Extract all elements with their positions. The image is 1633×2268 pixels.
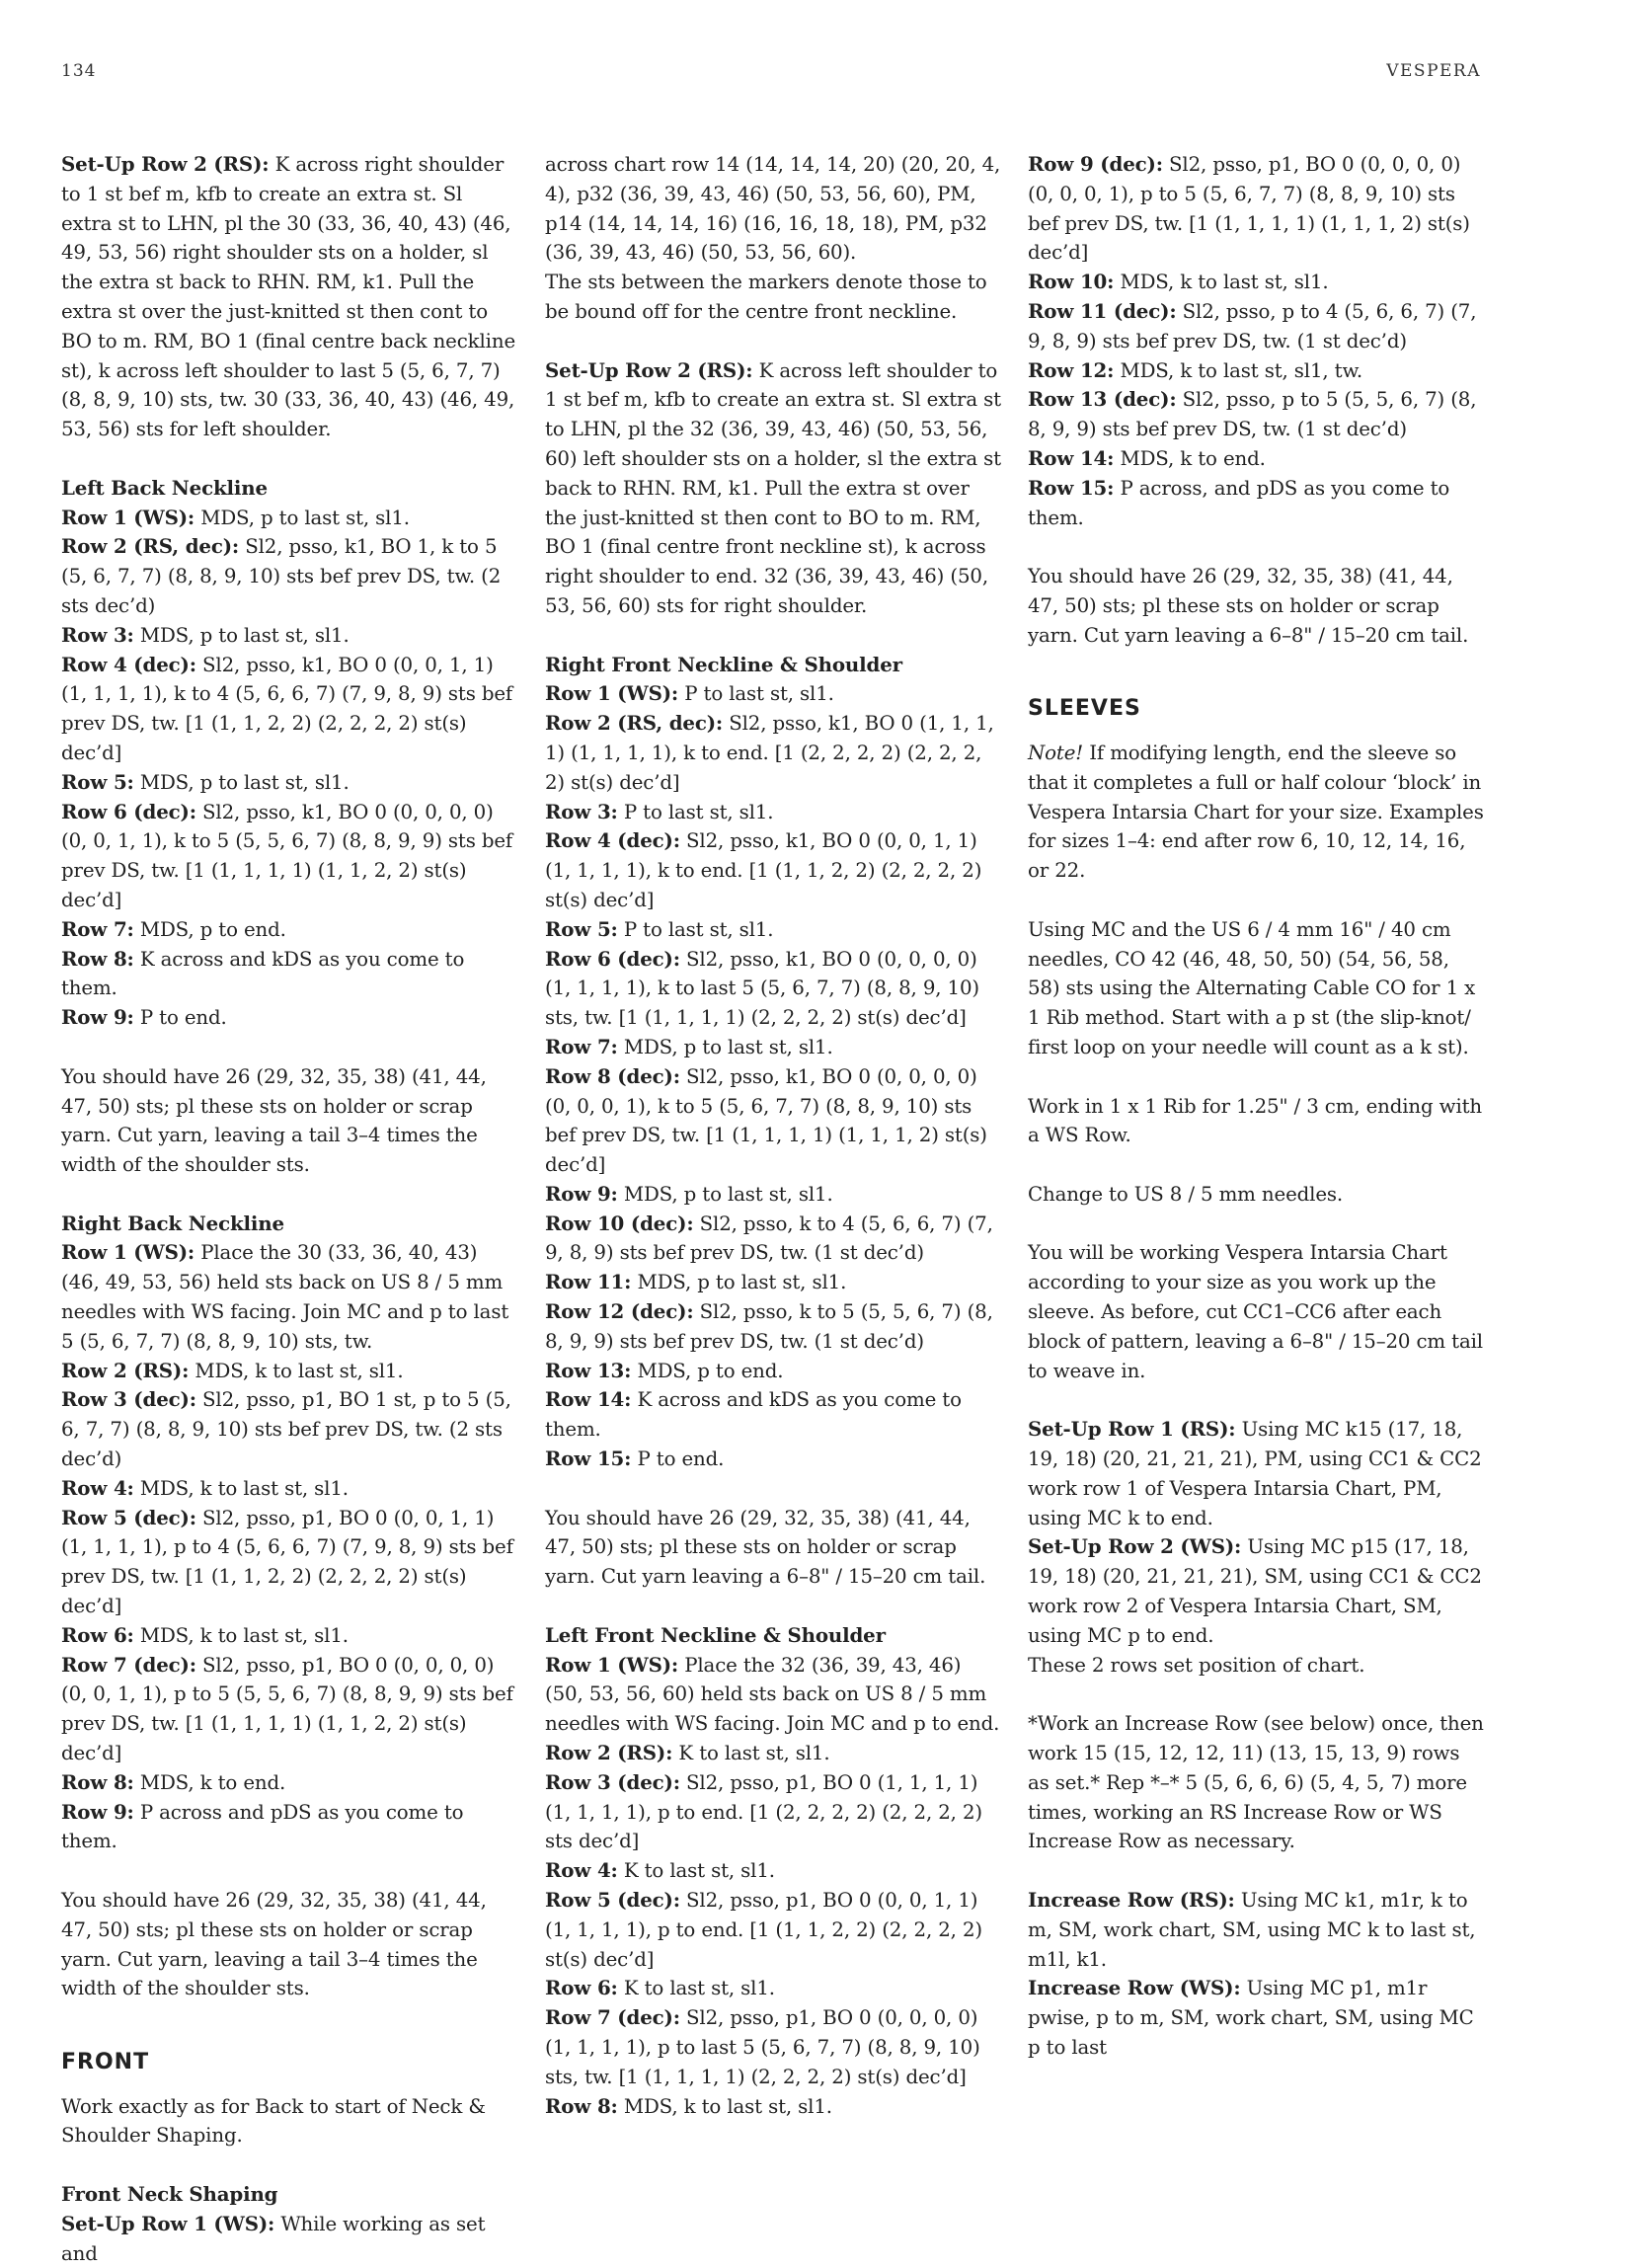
instruction-text: P across, and pDS as you come to them. bbox=[1028, 476, 1450, 529]
row-label: Row 5 (dec): bbox=[61, 1505, 196, 1529]
instruction-text: Sl2, psso, k to 4 (5, 6, 6, 7) (7, 9, 8, 9) sts bef prev DS, tw. (1 st dec’d) bbox=[545, 1212, 993, 1265]
instruction-paragraph bbox=[61, 1357, 517, 1386]
instruction-text: Sl2, psso, p1, BO 0 (1, 1, 1, 1) (1, 1, 1, 1), p to end. [1 (2, 2, 2, 2) (2, 2, 2, 2) sts dec’d] bbox=[545, 1770, 982, 1853]
row-label: Row 12 (dec): bbox=[545, 1299, 694, 1324]
instruction-text: Sl2, psso, p to 4 (5, 6, 6, 7) (7, 9, 8, 9) sts bef prev DS, tw. (1 st dec’d) bbox=[1028, 299, 1477, 352]
paragraph-gap bbox=[545, 621, 1001, 651]
instruction-text: MDS, k to last st, sl1. bbox=[133, 1623, 349, 1647]
instruction-text: P to last st, sl1. bbox=[617, 800, 774, 823]
row-label: Row 1 (WS): bbox=[61, 1240, 195, 1265]
instruction-text: P to end. bbox=[631, 1447, 725, 1471]
instruction-text: MDS, p to last st, sl1. bbox=[617, 1182, 833, 1206]
instruction-paragraph bbox=[1028, 1709, 1484, 1856]
paragraph-gap bbox=[1028, 1062, 1484, 1092]
paragraph-gap bbox=[1028, 1210, 1484, 1239]
instruction-text: Sl2, psso, k1, BO 0 (1, 1, 1, 1) (1, 1, 1, 1), k to end. [1 (2, 2, 2, 2) (2, 2, 2, 2) st(s) dec’d] bbox=[545, 712, 994, 794]
instruction-paragraph bbox=[545, 945, 1001, 1033]
paragraph-gap bbox=[545, 327, 1001, 356]
instruction-text: Sl2, psso, k to 5 (5, 5, 6, 7) (8, 8, 9, 9) sts bef prev DS, tw. (1 st dec’d) bbox=[545, 1300, 993, 1353]
instruction-text: Place the 32 (36, 39, 43, 46) (50, 53, 56, 60) held sts back on US 8 / 5 mm needles with WS facing. Join MC and p to end. bbox=[545, 1653, 1000, 1736]
instruction-paragraph bbox=[545, 1033, 1001, 1062]
row-label: Increase Row (WS): bbox=[1028, 1976, 1241, 2000]
row-label: Row 7 (dec): bbox=[61, 1652, 196, 1677]
instruction-text: You should have 26 (29, 32, 35, 38) (41, 44, 47, 50) sts; pl these sts on holder or scrap yarn. Cut yarn leaving a 6–8" / 15–20 cm tail. bbox=[545, 1506, 986, 1589]
instruction-text: MDS, k to end. bbox=[133, 1770, 286, 1794]
instruction-text: Change to US 8 / 5 mm needles. bbox=[1028, 1182, 1344, 1206]
row-label: Row 8: bbox=[61, 946, 134, 971]
instruction-text: MDS, k to last st, sl1. bbox=[189, 1359, 404, 1382]
instruction-paragraph bbox=[1028, 1092, 1484, 1151]
row-label: Set-Up Row 2 (WS): bbox=[1028, 1534, 1242, 1559]
instruction-text: P to last st, sl1. bbox=[617, 917, 774, 941]
instruction-text: MDS, p to end. bbox=[133, 917, 286, 941]
instruction-text: Sl2, psso, p to 5 (5, 5, 6, 7) (8, 8, 9, 9) sts bef prev DS, tw. (1 st dec’d) bbox=[1028, 388, 1477, 441]
instruction-paragraph bbox=[1028, 444, 1484, 474]
paragraph-gap bbox=[1028, 886, 1484, 915]
instruction-text: K to last st, sl1. bbox=[672, 1742, 830, 1765]
row-label: Row 7: bbox=[61, 916, 134, 941]
instruction-text: While working as set and bbox=[61, 2212, 486, 2265]
instruction-text: K to last st, sl1. bbox=[617, 1977, 775, 2000]
instruction-paragraph bbox=[545, 1856, 1001, 1886]
instruction-paragraph bbox=[1028, 1415, 1484, 1532]
instruction-paragraph bbox=[61, 1504, 517, 1621]
row-label: Row 1 (WS): bbox=[545, 681, 679, 706]
instruction-paragraph bbox=[61, 1003, 517, 1033]
instruction-text: *Work an Increase Row (see below) once, then work 15 (15, 12, 12, 11) (13, 15, 13, 9) rows as set.* Rep *–* 5 (5, 6, 6, 6) (5, 4, 5, 7) more times, working an RS Increase Row or WS Increase Row as necessary. bbox=[1028, 1712, 1484, 1853]
instruction-paragraph bbox=[61, 1651, 517, 1768]
row-label: Row 15: bbox=[1028, 475, 1115, 500]
instruction-text: Using MC k15 (17, 18, 19, 18) (20, 21, 21, 21), PM, using CC1 & CC2 work row 1 of Vespera Intarsia Chart, PM, using MC k to end. bbox=[1028, 1418, 1482, 1529]
row-label: Row 6: bbox=[61, 1622, 134, 1647]
paragraph-gap bbox=[61, 2151, 517, 2180]
row-label: Row 3: bbox=[545, 799, 618, 823]
instruction-paragraph bbox=[61, 1385, 517, 1473]
instruction-text: Sl2, psso, k1, BO 1, k to 5 (5, 6, 7, 7) (8, 8, 9, 10) sts bef prev DS, tw. (2 sts dec’d) bbox=[61, 535, 502, 617]
instruction-paragraph bbox=[545, 1180, 1001, 1210]
section-heading: FRONT bbox=[61, 2050, 150, 2074]
instruction-text: K across and kDS as you come to them. bbox=[545, 1388, 962, 1442]
instruction-paragraph bbox=[61, 1798, 517, 1857]
row-label: Row 14: bbox=[1028, 445, 1115, 470]
paragraph-gap bbox=[61, 444, 517, 474]
row-label: Increase Row (RS): bbox=[1028, 1888, 1235, 1913]
paragraph-gap bbox=[61, 1856, 517, 1886]
instruction-paragraph bbox=[545, 1974, 1001, 2003]
instruction-paragraph bbox=[545, 1651, 1001, 1739]
row-label: Row 11 (dec): bbox=[1028, 298, 1177, 323]
row-label: Row 12: bbox=[1028, 357, 1115, 382]
instruction-text: across chart row 14 (14, 14, 14, 20) (20, 20, 4, 4), p32 (36, 39, 43, 46) (50, 53, 56, 60), PM, p14 (14, 14, 14, 16) (16, 16, 18, 18), PM, p32 (36, 39, 43, 46) (50, 53, 56, 60). bbox=[545, 153, 1001, 265]
instruction-paragraph bbox=[61, 504, 517, 533]
instruction-paragraph bbox=[545, 2092, 1001, 2122]
instruction-paragraph bbox=[61, 2092, 517, 2151]
paragraph-gap bbox=[61, 2003, 517, 2033]
instruction-paragraph bbox=[545, 1445, 1001, 1474]
instruction-text: Sl2, psso, k1, BO 0 (0, 0, 0, 0) (0, 0, 1, 1), k to 5 (5, 5, 6, 7) (8, 8, 9, 9) sts bef prev DS, tw. [1 (1, 1, 1, 1) (1, 1, 2, 2) st(s) dec’d] bbox=[61, 800, 513, 911]
instruction-paragraph bbox=[61, 2210, 517, 2268]
instruction-text: You should have 26 (29, 32, 35, 38) (41, 44, 47, 50) sts; pl these sts on holder or scrap yarn. Cut yarn leaving a 6–8" / 15–20 cm tail. bbox=[1028, 565, 1469, 647]
instruction-paragraph bbox=[545, 1210, 1001, 1269]
instruction-text: Sl2, psso, k1, BO 0 (0, 0, 1, 1) (1, 1, 1, 1), k to 4 (5, 6, 6, 7) (7, 9, 8, 9) sts bef prev DS, tw. [1 (1, 1, 2, 2) (2, 2, 2, 2) st(s) dec’d] bbox=[61, 653, 513, 764]
instruction-paragraph bbox=[1028, 562, 1484, 650]
row-label: Row 10: bbox=[1028, 270, 1115, 294]
instruction-text: Sl2, psso, p1, BO 0 (0, 0, 0, 0) (0, 0, 1, 1), p to 5 (5, 5, 6, 7) (8, 8, 9, 9) sts bef prev DS, tw. [1 (1, 1, 1, 1) (1, 1, 2, 2) st(s) dec’d] bbox=[61, 1653, 513, 1765]
instruction-paragraph bbox=[545, 1062, 1001, 1180]
instruction-paragraph bbox=[545, 679, 1001, 709]
instruction-text: P across and pDS as you come to them. bbox=[61, 1800, 464, 1853]
paragraph-gap bbox=[1028, 651, 1484, 680]
row-label: Row 2 (RS, dec): bbox=[61, 534, 240, 559]
subsection-heading: Left Back Neckline bbox=[61, 475, 268, 500]
text-column-2 bbox=[545, 150, 1001, 2121]
row-label: Row 1 (WS): bbox=[545, 1652, 679, 1677]
instruction-text: Work exactly as for Back to start of Neck & Shoulder Shaping. bbox=[61, 2094, 486, 2148]
instruction-paragraph bbox=[1028, 915, 1484, 1062]
instruction-text: The sts between the markers denote those to be bound off for the centre front neckline. bbox=[545, 271, 987, 323]
instruction-text: MDS, k to last st, sl1. bbox=[133, 1476, 349, 1500]
instruction-paragraph bbox=[545, 1297, 1001, 1357]
running-title: VESPERA bbox=[1386, 61, 1481, 81]
instruction-paragraph bbox=[61, 1238, 517, 1356]
instruction-paragraph bbox=[61, 945, 517, 1004]
instruction-text: Using MC and the US 6 / 4 mm 16" / 40 cm needles, CO 42 (46, 48, 50, 50) (54, 56, 58, 58) sts using the Alternating Cable CO for 1 x 1 Rib method. Start with a p st (the slip-knot/ first loop on your needle will count as a k st). bbox=[1028, 917, 1476, 1058]
row-label: Set-Up Row 1 (WS): bbox=[61, 2211, 275, 2235]
row-label: Set-Up Row 2 (RS): bbox=[545, 357, 753, 382]
paragraph-gap bbox=[1028, 1150, 1484, 1180]
instruction-text: These 2 rows set position of chart. bbox=[1028, 1653, 1365, 1677]
instruction-paragraph bbox=[1028, 268, 1484, 297]
row-label: Set-Up Row 1 (RS): bbox=[1028, 1417, 1236, 1442]
row-label: Row 9: bbox=[61, 1799, 134, 1824]
instruction-text: MDS, p to last st, sl1. bbox=[631, 1271, 847, 1294]
instruction-paragraph bbox=[1028, 1238, 1484, 1385]
instruction-paragraph bbox=[545, 826, 1001, 914]
instruction-paragraph bbox=[545, 1385, 1001, 1445]
instruction-text: K across left shoulder to 1 st bef m, kfb to create an extra st. Sl extra st to LHN, pl the 32 (36, 39, 43, 46) (50, 53, 56, 60) left shoulder sts on a holder, sl the extra st back to RHN. RM, k1. Pull the extra st over the just-knitted st then cont to BO to m. RM, BO 1 (final centre front neckline st), k across right shoulder to end. 32 (36, 39, 43, 46) (50, 53, 56, 60) sts for right shoulder. bbox=[545, 358, 1001, 617]
instruction-text: You should have 26 (29, 32, 35, 38) (41, 44, 47, 50) sts; pl these sts on holder or scrap yarn. Cut yarn, leaving a tail 3–4 times the width of the shoulder sts. bbox=[61, 1064, 487, 1177]
row-label: Row 6 (dec): bbox=[61, 799, 196, 823]
instruction-text: MDS, p to last st, sl1. bbox=[133, 770, 350, 794]
instruction-text: K across right shoulder to 1 st bef m, kfb to create an extra st. Sl extra st to LHN, pl the 30 (33, 36, 40, 43) (46, 49, 53, 56) right shoulder sts on a holder, sl the extra st back to RHN. RM, k1. Pull the extra st over the just-knitted st then cont to BO to m. RM, BO 1 (final centre back neckline st), k across left shoulder to last 5 (5, 6, 7, 7) (8, 8, 9, 10) sts, tw. 30 (33, 36, 40, 43) (46, 49, 53, 56) sts for left shoulder. bbox=[61, 153, 516, 441]
instruction-text: Sl2, psso, p1, BO 0 (0, 0, 1, 1) (1, 1, 1, 1), p to end. [1 (1, 1, 2, 2) (2, 2, 2, 2) st(s) dec’d] bbox=[545, 1889, 982, 1971]
instruction-text: Sl2, psso, p1, BO 0 (0, 0, 0, 0) (1, 1, 1, 1), p to last 5 (5, 6, 7, 7) (8, 8, 9, 10) sts, tw. [1 (1, 1, 1, 1) (2, 2, 2, 2) st(s) dec’d] bbox=[545, 2006, 980, 2088]
instruction-text: MDS, p to last st, sl1. bbox=[133, 623, 350, 647]
instruction-text: P to last st, sl1. bbox=[678, 682, 834, 706]
instruction-text: Work in 1 x 1 Rib for 1.25" / 3 cm, ending with a WS Row. bbox=[1028, 1094, 1483, 1147]
instruction-text: MDS, k to last st, sl1. bbox=[617, 2094, 832, 2118]
instruction-text: P to end. bbox=[133, 1006, 227, 1030]
row-label: Row 14: bbox=[545, 1387, 632, 1412]
row-label: Row 9: bbox=[61, 1005, 134, 1030]
instruction-paragraph bbox=[61, 621, 517, 651]
instruction-text: You should have 26 (29, 32, 35, 38) (41, 44, 47, 50) sts; pl these sts on holder or scrap yarn. Cut yarn, leaving a tail 3–4 times the width of the shoulder sts. bbox=[61, 1889, 487, 2000]
instruction-paragraph bbox=[545, 1268, 1001, 1297]
instruction-paragraph bbox=[1028, 1180, 1484, 1210]
row-label: Row 10 (dec): bbox=[545, 1211, 694, 1235]
instruction-paragraph bbox=[1028, 1651, 1484, 1681]
instruction-text: Sl2, psso, p1, BO 1 st, p to 5 (5, 6, 7, 7) (8, 8, 9, 10) sts bef prev DS, tw. (2 sts dec’d) bbox=[61, 1388, 511, 1471]
instruction-paragraph bbox=[545, 915, 1001, 945]
paragraph-gap bbox=[61, 1033, 517, 1062]
instruction-text: If modifying length, end the sleeve so that it completes a full or half colour ‘block’ in Vespera Intarsia Chart for your size. Examples for sizes 1–4: end after row 6, 10, 12, 14, 16, or 22. bbox=[1028, 741, 1484, 883]
instruction-text: Sl2, psso, k1, BO 0 (0, 0, 1, 1) (1, 1, 1, 1), k to end. [1 (1, 1, 2, 2) (2, 2, 2, 2) st(s) dec’d] bbox=[545, 829, 982, 911]
paragraph-gap bbox=[1028, 1680, 1484, 1709]
row-label: Row 15: bbox=[545, 1447, 632, 1471]
paragraph-gap bbox=[1028, 532, 1484, 562]
paragraph-gap bbox=[61, 1180, 517, 1210]
text-column-3 bbox=[1028, 150, 1484, 2063]
instruction-text: Place the 30 (33, 36, 40, 43) (46, 49, 53, 56) held sts back on US 8 / 5 mm needles with WS facing. Join MC and p to last 5 (5, 6, 7, 7) (8, 8, 9, 10) sts, tw. bbox=[61, 1241, 509, 1353]
paragraph-gap bbox=[545, 1592, 1001, 1621]
row-label: Row 9 (dec): bbox=[1028, 152, 1163, 176]
row-label: Row 1 (WS): bbox=[61, 505, 195, 529]
row-label: Set-Up Row 2 (RS): bbox=[61, 152, 270, 176]
instruction-paragraph bbox=[545, 1357, 1001, 1386]
row-label: Row 8: bbox=[545, 2093, 618, 2118]
row-label: Row 8: bbox=[61, 1769, 134, 1794]
instruction-text: MDS, p to last st, sl1. bbox=[194, 506, 410, 529]
row-label: Row 13 (dec): bbox=[1028, 387, 1177, 412]
instruction-paragraph bbox=[1028, 385, 1484, 444]
instruction-paragraph bbox=[545, 150, 1001, 268]
instruction-paragraph bbox=[545, 709, 1001, 797]
instruction-paragraph bbox=[1028, 1886, 1484, 1974]
instruction-text: Using MC p1, m1r pwise, p to m, SM, work chart, SM, using MC p to last bbox=[1028, 1977, 1474, 2059]
row-label: Row 4: bbox=[61, 1475, 134, 1500]
subsection-heading: Right Front Neckline & Shoulder bbox=[545, 652, 902, 676]
instruction-text: Sl2, psso, k1, BO 0 (0, 0, 0, 0) (1, 1, 1, 1), k to last 5 (5, 6, 7, 7) (8, 8, 9, 10) sts, tw. [1 (1, 1, 1, 1) (2, 2, 2, 2) st(s) dec’d] bbox=[545, 947, 979, 1030]
paragraph-gap bbox=[545, 1474, 1001, 1504]
instruction-text: MDS, k to end. bbox=[1114, 446, 1266, 470]
instruction-text: K across and kDS as you come to them. bbox=[61, 947, 465, 1000]
instruction-paragraph bbox=[1028, 1974, 1484, 2062]
subsection-heading: Left Front Neckline & Shoulder bbox=[545, 1622, 886, 1647]
row-label: Row 2 (RS): bbox=[545, 1741, 673, 1765]
row-label: Row 5 (dec): bbox=[545, 1888, 680, 1913]
instruction-paragraph bbox=[1028, 1532, 1484, 1650]
subsection-heading: Right Back Neckline bbox=[61, 1211, 284, 1235]
instruction-paragraph bbox=[545, 1886, 1001, 1974]
row-label: Row 13: bbox=[545, 1358, 632, 1382]
instruction-paragraph bbox=[61, 1474, 517, 1504]
row-label: Row 11: bbox=[545, 1270, 632, 1294]
row-label: Row 6: bbox=[545, 1976, 618, 2000]
paragraph-gap bbox=[1028, 1385, 1484, 1415]
instruction-text: MDS, p to end. bbox=[631, 1359, 784, 1382]
instruction-paragraph bbox=[1028, 297, 1484, 356]
instruction-paragraph bbox=[61, 532, 517, 620]
instruction-paragraph bbox=[61, 1886, 517, 2003]
row-label: Row 3 (dec): bbox=[61, 1387, 196, 1412]
paragraph-gap bbox=[1028, 1856, 1484, 1886]
instruction-paragraph bbox=[545, 1739, 1001, 1768]
note-label: Note! bbox=[1028, 741, 1084, 764]
instruction-paragraph bbox=[545, 2003, 1001, 2091]
instruction-paragraph bbox=[1028, 474, 1484, 533]
subsection-heading: Front Neck Shaping bbox=[61, 2181, 278, 2206]
instruction-text: You will be working Vespera Intarsia Chart according to your size as you work up the sleeve. As before, cut CC1–CC6 after each block of pattern, leaving a 6–8" / 15–20 cm tail to weave in. bbox=[1028, 1241, 1483, 1382]
instruction-paragraph bbox=[61, 768, 517, 798]
instruction-paragraph bbox=[545, 1768, 1001, 1856]
instruction-text: Using MC p15 (17, 18, 19, 18) (20, 21, 21, 21), SM, using CC1 & CC2 work row 2 of Vespera Intarsia Chart, SM, using MC p to end. bbox=[1028, 1535, 1482, 1647]
instruction-paragraph bbox=[545, 1504, 1001, 1592]
row-label: Row 3: bbox=[61, 622, 134, 647]
row-label: Row 8 (dec): bbox=[545, 1063, 680, 1088]
page-number: 134 bbox=[61, 61, 97, 81]
instruction-text: Sl2, psso, p1, BO 0 (0, 0, 0, 0) (0, 0, 0, 1), p to 5 (5, 6, 7, 7) (8, 8, 9, 10) sts bef prev DS, tw. [1 (1, 1, 1, 1) (1, 1, 1, 2) st(s) dec’d] bbox=[1028, 153, 1470, 265]
row-label: Row 2 (RS, dec): bbox=[545, 711, 724, 736]
instruction-paragraph bbox=[1028, 356, 1484, 386]
instruction-text: MDS, p to last st, sl1. bbox=[617, 1035, 833, 1058]
instruction-paragraph bbox=[61, 1621, 517, 1651]
row-label: Row 9: bbox=[545, 1181, 618, 1206]
instruction-paragraph bbox=[61, 150, 517, 444]
text-column-1 bbox=[61, 150, 517, 2268]
instruction-text: K to last st, sl1. bbox=[617, 1859, 775, 1883]
instruction-paragraph bbox=[61, 651, 517, 768]
instruction-paragraph bbox=[61, 1768, 517, 1798]
row-label: Row 4 (dec): bbox=[545, 828, 680, 853]
instruction-text: Using MC k1, m1r, k to m, SM, work chart, SM, using MC k to last st, m1l, k1. bbox=[1028, 1889, 1476, 1971]
row-label: Row 7 (dec): bbox=[545, 2005, 680, 2030]
row-label: Row 4: bbox=[545, 1858, 618, 1883]
instruction-text: Sl2, psso, k1, BO 0 (0, 0, 0, 0) (0, 0, 0, 1), k to 5 (5, 6, 7, 7) (8, 8, 9, 10) sts bef prev DS, tw. [1 (1, 1, 1, 1) (1, 1, 1, 2) st(s) dec’d] bbox=[545, 1064, 987, 1177]
row-label: Row 7: bbox=[545, 1034, 618, 1058]
row-label: Row 3 (dec): bbox=[545, 1769, 680, 1794]
instruction-paragraph bbox=[61, 1062, 517, 1180]
instruction-paragraph bbox=[1028, 150, 1484, 268]
instruction-paragraph bbox=[1028, 739, 1484, 886]
row-label: Row 5: bbox=[545, 916, 618, 941]
instruction-text: MDS, k to last st, sl1. bbox=[1114, 271, 1329, 294]
section-heading: SLEEVES bbox=[1028, 696, 1141, 722]
instruction-text: Sl2, psso, p1, BO 0 (0, 0, 1, 1) (1, 1, 1, 1), p to 4 (5, 6, 6, 7) (7, 9, 8, 9) sts bef prev DS, tw. [1 (1, 1, 2, 2) (2, 2, 2, 2) st(s) dec’d] bbox=[61, 1506, 513, 1618]
instruction-text: MDS, k to last st, sl1, tw. bbox=[1114, 358, 1363, 382]
instruction-paragraph bbox=[545, 798, 1001, 827]
row-label: Row 4 (dec): bbox=[61, 652, 196, 676]
row-label: Row 2 (RS): bbox=[61, 1358, 190, 1382]
row-label: Row 5: bbox=[61, 769, 134, 794]
instruction-paragraph bbox=[61, 915, 517, 945]
instruction-paragraph bbox=[545, 356, 1001, 621]
row-label: Row 6 (dec): bbox=[545, 946, 680, 971]
instruction-paragraph bbox=[545, 268, 1001, 327]
instruction-paragraph bbox=[61, 798, 517, 915]
